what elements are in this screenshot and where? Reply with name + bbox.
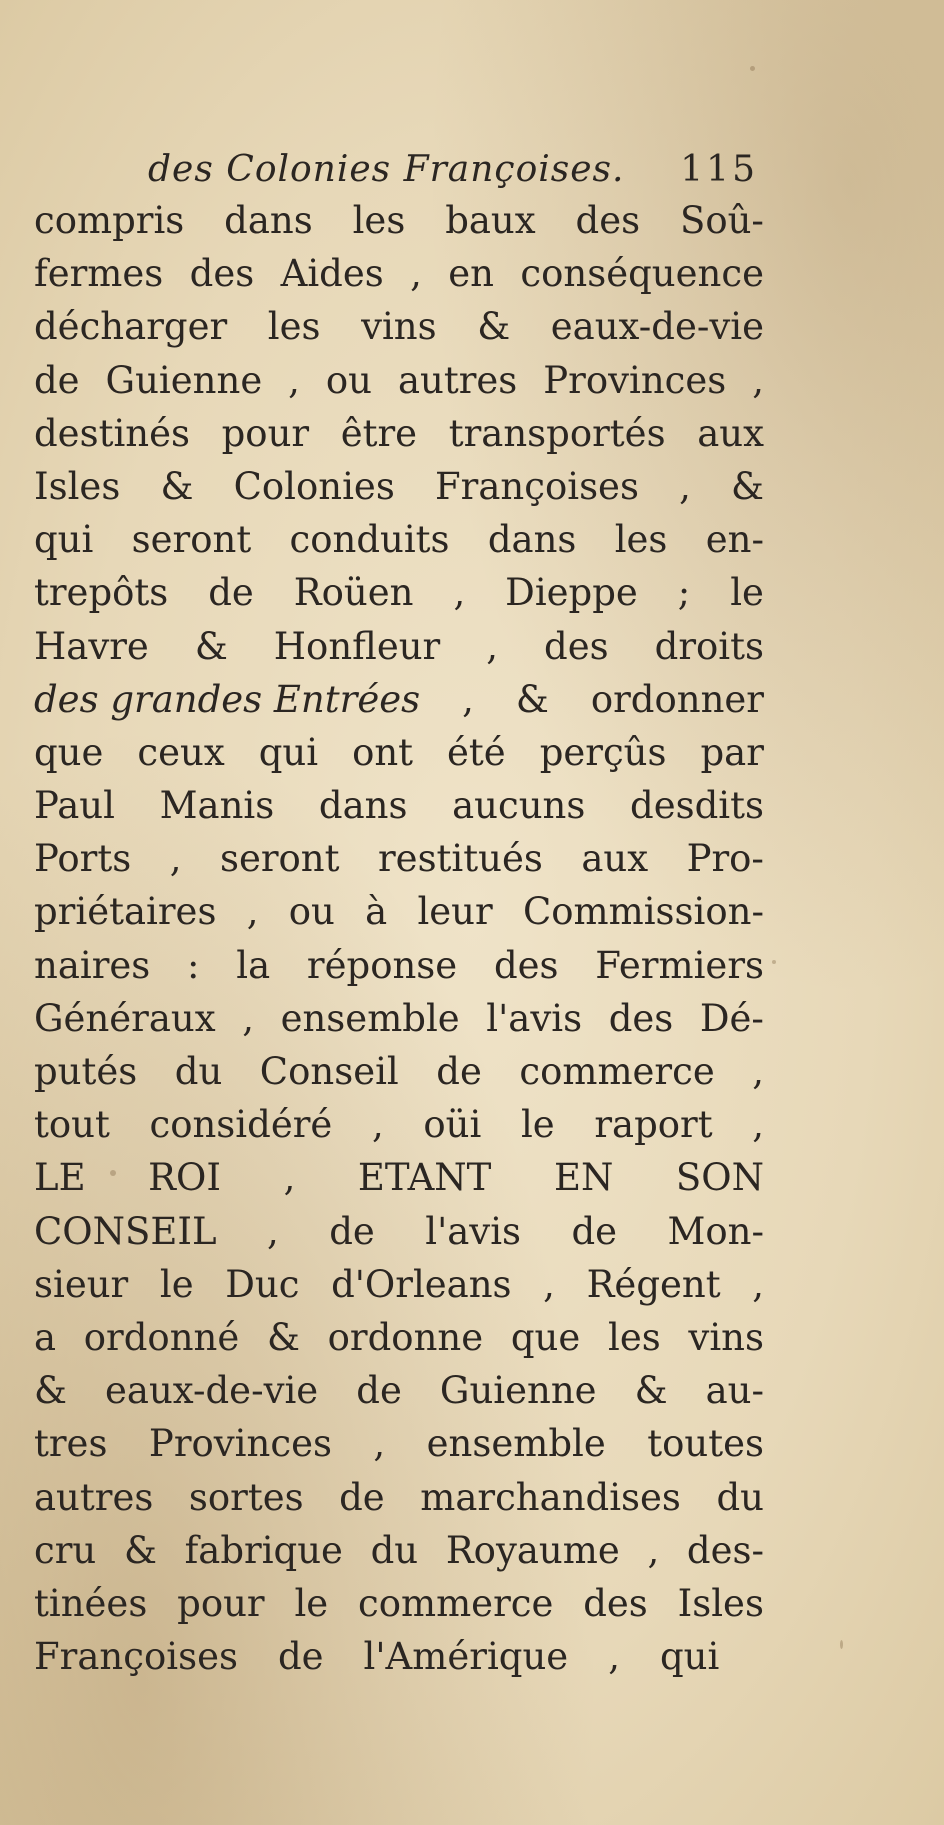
word: sortes bbox=[188, 1475, 304, 1519]
word: Pro- bbox=[686, 837, 764, 881]
text-line bbox=[34, 354, 764, 407]
word: seront bbox=[131, 518, 252, 562]
word: & bbox=[194, 624, 228, 668]
word: trepôts bbox=[34, 571, 169, 615]
text-line bbox=[34, 1098, 764, 1151]
word: ordonner bbox=[590, 677, 764, 721]
body-text bbox=[34, 194, 764, 1683]
word: du bbox=[174, 1050, 223, 1093]
text-line bbox=[34, 779, 764, 832]
word: de bbox=[339, 1475, 385, 1519]
word: tout bbox=[34, 1103, 110, 1147]
word: ; bbox=[677, 571, 691, 615]
text-line bbox=[34, 566, 764, 619]
word: Conseil bbox=[259, 1050, 399, 1093]
word: l'Amérique bbox=[363, 1635, 569, 1679]
word: vins bbox=[361, 305, 437, 349]
word: perçûs bbox=[539, 730, 667, 774]
page-header bbox=[148, 144, 758, 196]
word: Provinces bbox=[148, 1422, 332, 1466]
word: considéré bbox=[149, 1103, 333, 1147]
text-line bbox=[34, 1524, 764, 1577]
word: , bbox=[371, 1103, 384, 1147]
word: Provinces bbox=[543, 358, 727, 402]
word: CONSEIL bbox=[34, 1209, 217, 1253]
text-line bbox=[34, 673, 764, 726]
word: des bbox=[575, 199, 641, 242]
word: des grandes Entrées bbox=[34, 677, 421, 721]
word: des bbox=[583, 1581, 648, 1625]
word: le bbox=[730, 571, 764, 615]
word: seront bbox=[219, 837, 340, 881]
word: Françoises bbox=[34, 1635, 238, 1679]
text-line bbox=[34, 1258, 764, 1311]
foxing-spot bbox=[840, 1640, 843, 1649]
text-line bbox=[34, 992, 764, 1045]
word: , bbox=[267, 1209, 279, 1253]
word: commerce bbox=[358, 1581, 554, 1625]
word: priétaires bbox=[34, 890, 217, 934]
word: ETANT bbox=[357, 1156, 492, 1200]
word: Fermiers bbox=[595, 943, 764, 987]
word: commerce bbox=[519, 1050, 715, 1093]
word: , bbox=[283, 1156, 296, 1200]
word: Isles bbox=[677, 1581, 764, 1625]
word: Manis bbox=[159, 784, 275, 828]
text-line bbox=[34, 460, 764, 513]
text-line bbox=[34, 1151, 764, 1204]
word: être bbox=[340, 411, 418, 455]
word: décharger bbox=[34, 305, 228, 349]
word: Royaume bbox=[445, 1528, 620, 1572]
word: , bbox=[486, 624, 499, 668]
text-line bbox=[34, 1364, 764, 1417]
word: les bbox=[352, 199, 406, 242]
word: eaux-de-vie bbox=[104, 1369, 319, 1413]
word: , bbox=[647, 1528, 660, 1572]
word: , bbox=[608, 1635, 620, 1679]
text-line bbox=[34, 194, 764, 247]
word: Paul bbox=[34, 784, 115, 828]
text-line bbox=[34, 1577, 764, 1630]
word: & bbox=[515, 677, 549, 721]
text-line bbox=[34, 513, 764, 566]
word: Colonies bbox=[233, 464, 395, 508]
word: l'avis bbox=[425, 1209, 522, 1253]
word: , bbox=[242, 996, 254, 1040]
word: ordonne bbox=[327, 1315, 484, 1359]
word: des bbox=[608, 996, 674, 1040]
word: ou bbox=[288, 890, 335, 934]
word: ceux bbox=[137, 730, 225, 774]
word: tres bbox=[34, 1422, 108, 1466]
word: , bbox=[752, 1050, 764, 1093]
word: du bbox=[370, 1528, 419, 1572]
word: de bbox=[356, 1369, 402, 1413]
word: raport bbox=[594, 1103, 713, 1147]
word: pour bbox=[177, 1581, 265, 1625]
word: Isles bbox=[34, 464, 121, 508]
word: des bbox=[189, 252, 255, 296]
word: le bbox=[520, 1103, 555, 1147]
text-line bbox=[34, 1311, 764, 1364]
word: fermes bbox=[34, 252, 164, 296]
text-line bbox=[34, 832, 764, 885]
word: le bbox=[159, 1262, 194, 1306]
word: oüi bbox=[423, 1103, 482, 1147]
word: , bbox=[410, 252, 422, 296]
word: conséquence bbox=[520, 252, 764, 296]
word: EN bbox=[553, 1156, 614, 1200]
word: cru bbox=[34, 1528, 97, 1572]
word: & bbox=[477, 305, 511, 349]
text-line bbox=[34, 1630, 764, 1683]
word: en bbox=[448, 252, 495, 296]
word: des- bbox=[686, 1528, 764, 1572]
word: aucuns bbox=[452, 784, 586, 828]
text-line bbox=[34, 885, 764, 938]
word: Commission- bbox=[522, 890, 764, 934]
word: transportés bbox=[448, 411, 666, 455]
foxing-spot bbox=[772, 960, 776, 964]
word: Honfleur bbox=[273, 624, 441, 668]
word: réponse bbox=[306, 943, 458, 987]
word: fabrique bbox=[184, 1528, 343, 1572]
word: , bbox=[453, 571, 466, 615]
word: leur bbox=[417, 890, 493, 934]
word: les bbox=[267, 305, 321, 349]
word: ROI bbox=[148, 1156, 221, 1200]
word: conduits bbox=[289, 518, 450, 562]
word: dans bbox=[224, 199, 313, 242]
word: aux bbox=[697, 411, 764, 455]
word: pour bbox=[221, 411, 310, 455]
word: baux bbox=[445, 199, 536, 242]
word: de bbox=[436, 1050, 482, 1093]
word: , bbox=[752, 1103, 764, 1147]
word: , bbox=[462, 677, 474, 721]
word: les bbox=[614, 518, 668, 562]
word: autres bbox=[397, 358, 518, 402]
word: , bbox=[752, 1262, 764, 1306]
word: & bbox=[731, 464, 764, 508]
text-line bbox=[34, 726, 764, 779]
word: ont bbox=[352, 730, 414, 774]
word: Havre bbox=[34, 624, 149, 668]
word: desdits bbox=[630, 784, 764, 828]
word: Guienne bbox=[439, 1369, 597, 1413]
word: été bbox=[447, 730, 506, 774]
word: , bbox=[246, 890, 259, 934]
foxing-spot bbox=[750, 66, 755, 71]
word: des bbox=[544, 624, 609, 668]
word: le bbox=[294, 1581, 329, 1625]
word: ensemble bbox=[280, 996, 460, 1040]
word: & bbox=[634, 1369, 668, 1413]
word: qui bbox=[258, 730, 319, 774]
text-line bbox=[34, 1045, 764, 1098]
word: Duc bbox=[225, 1262, 300, 1306]
word: Régent bbox=[586, 1262, 721, 1306]
word: , bbox=[679, 464, 691, 508]
word: : bbox=[187, 943, 200, 987]
word: , bbox=[543, 1262, 555, 1306]
word: en- bbox=[705, 518, 764, 562]
word: Généraux bbox=[34, 996, 216, 1040]
word: & bbox=[123, 1528, 157, 1572]
word: par bbox=[700, 730, 764, 774]
word: , bbox=[373, 1422, 386, 1466]
word: Françoises bbox=[434, 464, 639, 508]
word: du bbox=[716, 1475, 764, 1519]
word: dans bbox=[487, 518, 577, 562]
word: l'avis bbox=[486, 996, 583, 1040]
word: droits bbox=[654, 624, 764, 668]
word: aux bbox=[581, 837, 649, 881]
word: Roüen bbox=[293, 571, 414, 615]
running-head: des Colonies Françoises. bbox=[148, 149, 625, 190]
word: naires bbox=[34, 943, 151, 987]
word: de bbox=[571, 1209, 618, 1253]
word: dans bbox=[318, 784, 408, 828]
word: de bbox=[34, 358, 80, 402]
word: ou bbox=[325, 358, 372, 402]
word: qui bbox=[34, 518, 94, 562]
word: tinées bbox=[34, 1581, 148, 1625]
text-line bbox=[34, 300, 764, 353]
word: & bbox=[266, 1315, 300, 1359]
word: SON bbox=[675, 1156, 764, 1200]
word: marchandises bbox=[420, 1475, 681, 1519]
text-line bbox=[34, 620, 764, 673]
text-line bbox=[34, 1417, 764, 1470]
word: LE bbox=[34, 1156, 86, 1200]
word: autres bbox=[34, 1475, 154, 1519]
page-number: 115 bbox=[680, 149, 758, 190]
word: Guienne bbox=[105, 358, 263, 402]
word: Dieppe bbox=[505, 571, 638, 615]
text-line bbox=[34, 247, 764, 300]
word: Aides bbox=[280, 252, 384, 296]
word: vins bbox=[688, 1315, 764, 1359]
text-line bbox=[34, 1205, 764, 1258]
word: , bbox=[169, 837, 182, 881]
word: de bbox=[329, 1209, 375, 1253]
word: destinés bbox=[34, 411, 190, 455]
word: toutes bbox=[647, 1422, 764, 1466]
text-line bbox=[34, 939, 764, 992]
word: Ports bbox=[34, 837, 132, 881]
word: ensemble bbox=[426, 1422, 606, 1466]
word: & bbox=[34, 1369, 67, 1413]
word: eaux-de-vie bbox=[550, 305, 764, 349]
word: de bbox=[208, 571, 254, 615]
word: la bbox=[236, 943, 271, 987]
word: , bbox=[752, 358, 764, 402]
word: Dé- bbox=[699, 996, 764, 1040]
word: des bbox=[493, 943, 559, 987]
word: Mon- bbox=[667, 1209, 764, 1253]
word: & bbox=[160, 464, 194, 508]
text-line bbox=[34, 407, 764, 460]
word: à bbox=[365, 890, 388, 934]
word: a bbox=[34, 1315, 57, 1359]
word: les bbox=[607, 1315, 661, 1359]
word: que bbox=[510, 1315, 581, 1359]
word: d'Orleans bbox=[331, 1262, 512, 1306]
word: qui bbox=[659, 1635, 720, 1679]
word: , bbox=[288, 358, 300, 402]
word: restitués bbox=[377, 837, 543, 881]
word: de bbox=[277, 1635, 324, 1679]
word: ordonné bbox=[83, 1315, 240, 1359]
word: compris bbox=[34, 199, 185, 242]
word: que bbox=[34, 730, 104, 774]
word: au- bbox=[705, 1369, 764, 1413]
word: Soû- bbox=[679, 199, 764, 242]
word: sieur bbox=[34, 1262, 129, 1306]
text-line bbox=[34, 1471, 764, 1524]
word: putés bbox=[34, 1050, 138, 1093]
